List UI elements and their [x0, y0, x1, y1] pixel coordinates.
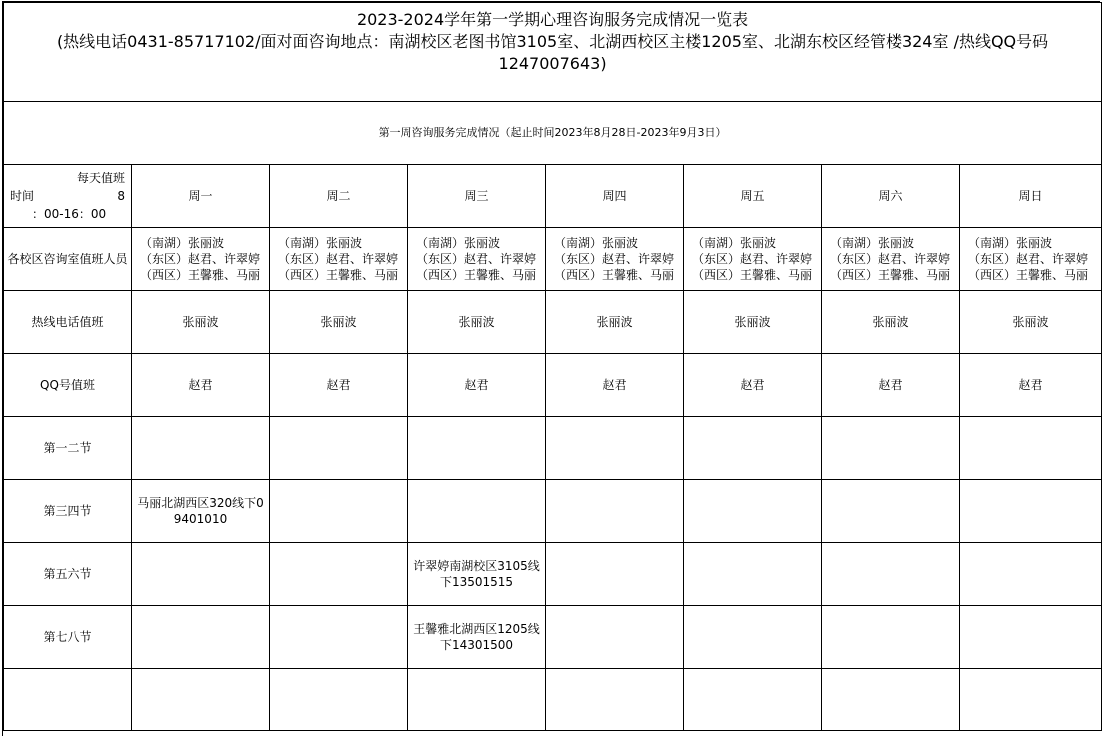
period-cell [408, 480, 546, 543]
period-cell [132, 669, 270, 731]
qq-row [4, 354, 1102, 417]
qq-cell-fri: 赵君 [684, 354, 822, 417]
period-cell [822, 606, 960, 669]
period-cell [546, 669, 684, 731]
day-header-sat: 周六 [822, 165, 960, 228]
staff-line-1: （南湖）张丽波 [554, 236, 639, 250]
period-label: 第五六节 [4, 543, 132, 606]
staff-line-1: （南湖）张丽波 [968, 236, 1053, 250]
period-cell [546, 417, 684, 480]
period-cell [822, 417, 960, 480]
staff-line-2: （东区）赵君、许翠婷 [554, 252, 675, 266]
period-cell [960, 606, 1102, 669]
staff-line-3: （西区）王馨雅、马丽 [278, 268, 399, 282]
period-cell [960, 669, 1102, 731]
staff-cell-tue [270, 228, 408, 291]
staff-cell-mon [132, 228, 270, 291]
hotline-cell-sun: 张丽波 [960, 291, 1102, 354]
period-cell [960, 417, 1102, 480]
duty-hours-cell [4, 165, 132, 228]
period-cell [132, 417, 270, 480]
period-row-empty [4, 669, 1102, 731]
staff-line-3: （西区）王馨雅、马丽 [416, 268, 537, 282]
staff-line-1: （南湖）张丽波 [278, 236, 363, 250]
schedule-sheet [2, 1, 1100, 736]
day-header-thu: 周四 [546, 165, 684, 228]
title-line-3: 1247007643) [498, 54, 607, 73]
period-cell: 王馨雅北湖西区1205线下14301500 [408, 606, 546, 669]
staff-line-3: （西区）王馨雅、马丽 [140, 268, 261, 282]
hotline-cell-thu: 张丽波 [546, 291, 684, 354]
qq-cell-mon: 赵君 [132, 354, 270, 417]
hotline-cell-fri: 张丽波 [684, 291, 822, 354]
period-cell [408, 417, 546, 480]
period-cell [960, 543, 1102, 606]
staff-cell-wed [408, 228, 546, 291]
period-cell [822, 480, 960, 543]
period-cell [132, 606, 270, 669]
period-cell [270, 606, 408, 669]
day-header-tue: 周二 [270, 165, 408, 228]
staff-line-2: （东区）赵君、许翠婷 [278, 252, 399, 266]
staff-row [4, 228, 1102, 291]
header-row [4, 165, 1102, 228]
staff-cell-thu [546, 228, 684, 291]
day-header-fri: 周五 [684, 165, 822, 228]
period-row-3-4 [4, 480, 1102, 543]
staff-cell-sat [822, 228, 960, 291]
period-row-5-6 [4, 543, 1102, 606]
staff-line-1: （南湖）张丽波 [830, 236, 915, 250]
qq-cell-sat: 赵君 [822, 354, 960, 417]
period-cell [270, 480, 408, 543]
qq-cell-tue: 赵君 [270, 354, 408, 417]
qq-cell-wed: 赵君 [408, 354, 546, 417]
duty-hours-part2: 时间 [10, 189, 35, 203]
staff-line-2: （东区）赵君、许翠婷 [416, 252, 537, 266]
period-row-7-8 [4, 606, 1102, 669]
period-cell [822, 669, 960, 731]
day-header-mon: 周一 [132, 165, 270, 228]
hotline-cell-wed: 张丽波 [408, 291, 546, 354]
period-cell [546, 480, 684, 543]
period-cell: 马丽北湖西区320线下09401010 [132, 480, 270, 543]
period-cell [684, 480, 822, 543]
staff-line-3: （西区）王馨雅、马丽 [692, 268, 813, 282]
title-line-1: 2023-2024学年第一学期心理咨询服务完成情况一览表 [356, 10, 749, 29]
hotline-row [4, 291, 1102, 354]
hotline-cell-tue: 张丽波 [270, 291, 408, 354]
qq-cell-thu: 赵君 [546, 354, 684, 417]
qq-cell-sun: 赵君 [960, 354, 1102, 417]
period-label: 第一二节 [4, 417, 132, 480]
period-label: 第七八节 [4, 606, 132, 669]
staff-cell-fri [684, 228, 822, 291]
staff-line-3: （西区）王馨雅、马丽 [554, 268, 675, 282]
duty-hours-part1: 每天值班 [76, 171, 125, 185]
staff-line-2: （东区）赵君、许翠婷 [140, 252, 261, 266]
staff-line-2: （东区）赵君、许翠婷 [692, 252, 813, 266]
day-header-sun: 周日 [960, 165, 1102, 228]
period-row-1-2 [4, 417, 1102, 480]
staff-line-1: （南湖）张丽波 [416, 236, 501, 250]
period-cell [822, 543, 960, 606]
period-label [4, 669, 132, 731]
period-cell [408, 669, 546, 731]
period-cell [546, 543, 684, 606]
staff-line-1: （南湖）张丽波 [692, 236, 777, 250]
period-cell [684, 543, 822, 606]
staff-line-2: （东区）赵君、许翠婷 [830, 252, 951, 266]
staff-line-3: （西区）王馨雅、马丽 [830, 268, 951, 282]
period-cell [960, 480, 1102, 543]
duty-hours-part3: 8 [117, 189, 125, 203]
period-cell [270, 417, 408, 480]
period-cell [684, 606, 822, 669]
hotline-cell-sat: 张丽波 [822, 291, 960, 354]
period-cell: 许翠婷南湖校区3105线下13501515 [408, 543, 546, 606]
staff-line-3: （西区）王馨雅、马丽 [968, 268, 1089, 282]
period-cell [270, 543, 408, 606]
title-line-2: (热线电话0431-85717102/面对面咨询地点：南湖校区老图书馆3105室、北湖西校区主楼1205室、北湖东校区经管楼324室 /热线QQ号码 [56, 32, 1049, 51]
period-cell [546, 606, 684, 669]
period-cell [684, 669, 822, 731]
schedule-table [3, 2, 1102, 731]
period-cell [132, 543, 270, 606]
period-cell [684, 417, 822, 480]
staff-cell-sun [960, 228, 1102, 291]
staff-line-1: （南湖）张丽波 [140, 236, 225, 250]
qq-row-label: QQ号值班 [4, 354, 132, 417]
hotline-cell-mon: 张丽波 [132, 291, 270, 354]
duty-hours-part4: ：00-16：00 [32, 207, 107, 221]
period-label: 第三四节 [4, 480, 132, 543]
table-title [4, 3, 1102, 102]
staff-line-2: （东区）赵君、许翠婷 [968, 252, 1089, 266]
hotline-row-label: 热线电话值班 [4, 291, 132, 354]
period-cell [270, 669, 408, 731]
day-header-wed: 周三 [408, 165, 546, 228]
week-subtitle: 第一周咨询服务完成情况（起止时间2023年8月28日-2023年9月3日） [4, 102, 1102, 165]
staff-row-label: 各校区咨询室值班人员 [4, 228, 132, 291]
